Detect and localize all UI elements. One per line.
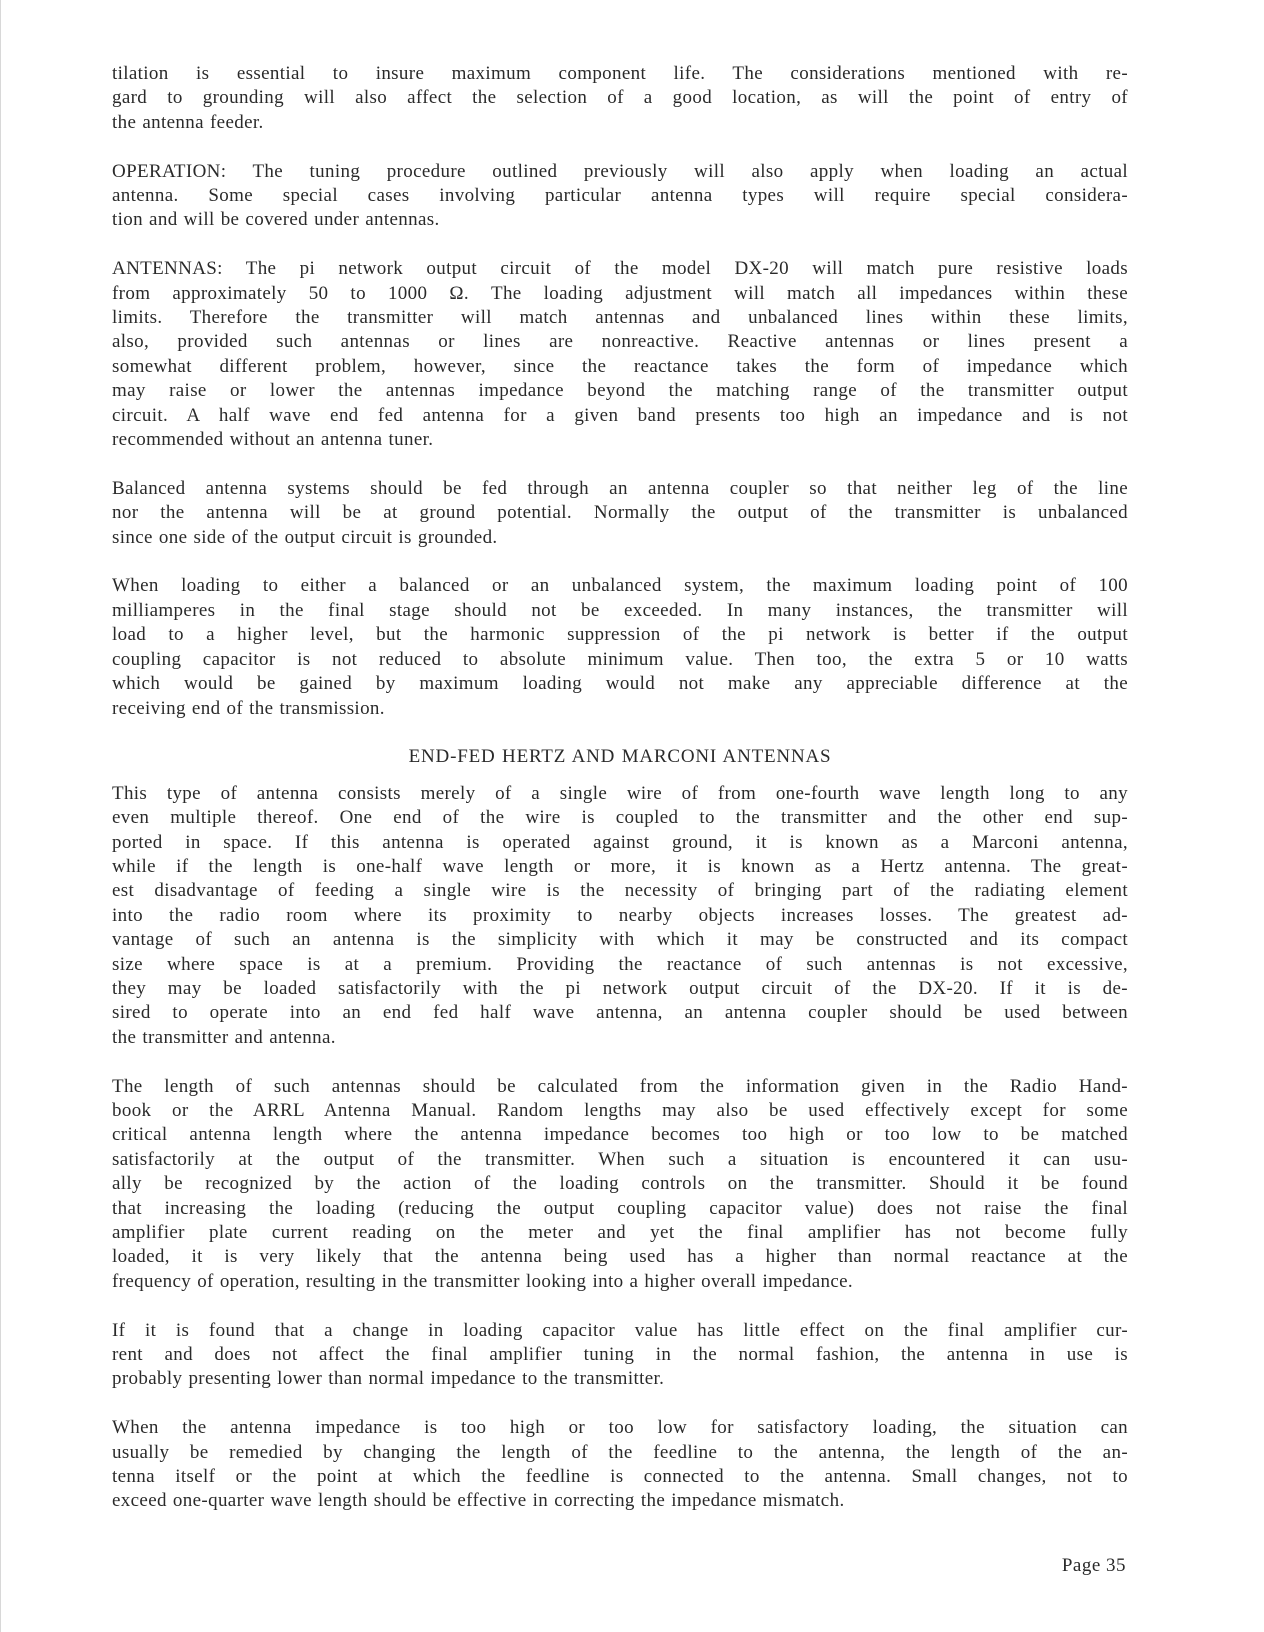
text-line: If it is found that a change in loading capacitor value has little effect on the final amplifier cur- xyxy=(112,1319,1128,1341)
paragraph xyxy=(112,477,1128,550)
text-line: that increasing the loading (reducing the output coupling capacitor value) does not raise the final xyxy=(112,1197,1128,1219)
text-line: the transmitter and antenna. xyxy=(112,1026,336,1048)
text-line: sired to operate into an end fed half wave antenna, an antenna coupler should be used between xyxy=(112,1002,1128,1024)
paragraph xyxy=(112,160,1128,233)
text-line: recommended without an antenna tuner. xyxy=(112,429,434,451)
text-line: into the radio room where its proximity to nearby objects increases losses. The greatest ad- xyxy=(112,904,1128,926)
paragraph xyxy=(112,1416,1128,1514)
text-line: Balanced antenna systems should be fed through an antenna coupler so that neither leg of the line xyxy=(112,477,1128,499)
text-line: coupling capacitor is not reduced to absolute minimum value. Then too, the extra 5 or 10 watts xyxy=(112,648,1128,670)
text-line: critical antenna length where the antenna impedance becomes too high or too low to be matched xyxy=(112,1124,1128,1146)
text-line: antenna. Some special cases involving particular antenna types will require special considera- xyxy=(112,185,1128,207)
text-line: ANTENNAS: The pi network output circuit of the model DX-20 will match pure resistive loads xyxy=(112,258,1128,280)
text-line: book or the ARRL Antenna Manual. Random lengths may also be used effectively except for some xyxy=(112,1099,1128,1121)
page-body xyxy=(112,62,1128,1538)
text-line: ally be recognized by the action of the loading controls on the transmitter. Should it be found xyxy=(112,1173,1128,1195)
paragraph xyxy=(112,782,1128,1050)
text-line: rent and does not affect the final amplifier tuning in the normal fashion, the antenna in use is xyxy=(112,1344,1128,1366)
text-line: may raise or lower the antennas impedance beyond the matching range of the transmitter output xyxy=(112,380,1128,402)
page-number: Page 35 xyxy=(1061,1555,1126,1576)
text-line: also, provided such antennas or lines are nonreactive. Reactive antennas or lines present a xyxy=(112,331,1128,353)
text-line: frequency of operation, resulting in the transmitter looking into a higher overall impedance. xyxy=(112,1270,853,1292)
text-line: from approximately 50 to 1000 Ω. The loading adjustment will match all impedances within these xyxy=(112,282,1128,304)
text-line: vantage of such an antenna is the simplicity with which it may be constructed and its compact xyxy=(112,929,1128,951)
intro-section xyxy=(112,62,1128,721)
text-line: limits. Therefore the transmitter will match antennas and unbalanced lines within these limits, xyxy=(112,307,1128,329)
text-line: the antenna feeder. xyxy=(112,111,264,133)
text-line: receiving end of the transmission. xyxy=(112,697,385,719)
text-line: When the antenna impedance is too high or too low for satisfactory loading, the situation can xyxy=(112,1417,1128,1439)
text-line: When loading to either a balanced or an unbalanced system, the maximum loading point of 100 xyxy=(112,575,1128,597)
text-line: tilation is essential to insure maximum component life. The considerations mentioned with re- xyxy=(112,63,1128,84)
section-heading: END-FED HERTZ AND MARCONI ANTENNAS xyxy=(408,746,832,768)
text-line: since one side of the output circuit is grounded. xyxy=(112,526,498,548)
text-line: amplifier plate current reading on the meter and yet the final amplifier has not become fully xyxy=(112,1222,1128,1243)
text-line: The length of such antennas should be calculated from the information given in the Radio Hand- xyxy=(112,1075,1128,1097)
text-line: while if the length is one-half wave length or more, it is known as a Hertz antenna. The great- xyxy=(112,855,1128,877)
text-line: they may be loaded satisfactorily with the pi network output circuit of the DX-20. If it is de- xyxy=(112,977,1128,999)
text-line: load to a higher level, but the harmonic suppression of the pi network is better if the output xyxy=(112,624,1128,646)
text-line: which would be gained by maximum loading would not make any appreciable difference at the xyxy=(112,673,1128,695)
paragraph xyxy=(112,1319,1128,1392)
text-line: loaded, it is very likely that the antenna being used has a higher than normal reactance at the xyxy=(112,1246,1128,1268)
text-line: ported in space. If this antenna is operated against ground, it is known as a Marconi antenna, xyxy=(112,831,1128,853)
paragraph xyxy=(112,1075,1128,1295)
paragraph xyxy=(112,574,1128,720)
end-fed-section xyxy=(112,782,1128,1514)
text-line: usually be remedied by changing the length of the feedline to the antenna, the length of the an- xyxy=(112,1441,1128,1463)
text-line: nor the antenna will be at ground potential. Normally the output of the transmitter is unbalanced xyxy=(112,502,1128,524)
text-line: satisfactorily at the output of the transmitter. When such a situation is encountered it can usu- xyxy=(112,1148,1128,1170)
text-line: tenna itself or the point at which the feedline is connected to the antenna. Small changes, not to xyxy=(112,1466,1128,1488)
paragraph xyxy=(112,62,1128,135)
text-line: gard to grounding will also affect the selection of a good location, as will the point of entry of xyxy=(112,87,1128,109)
text-line: This type of antenna consists merely of a single wire of from one-fourth wave length long to any xyxy=(112,782,1128,804)
text-line: even multiple thereof. One end of the wire is coupled to the transmitter and the other end sup- xyxy=(112,807,1128,829)
text-line: OPERATION: The tuning procedure outlined previously will also apply when loading an actual xyxy=(112,160,1128,182)
text-line: exceed one-quarter wave length should be effective in correcting the impedance mismatch. xyxy=(112,1490,845,1512)
text-line: est disadvantage of feeding a single wire is the necessity of bringing part of the radiating element xyxy=(112,880,1128,902)
text-line: tion and will be covered under antennas. xyxy=(112,209,440,231)
text-line: somewhat different problem, however, since the reactance takes the form of impedance which xyxy=(112,355,1128,377)
text-line: milliamperes in the final stage should not be exceeded. In many instances, the transmitter will xyxy=(112,599,1128,621)
text-line: size where space is at a premium. Providing the reactance of such antennas is not excessive, xyxy=(112,953,1128,975)
text-line: probably presenting lower than normal impedance to the transmitter. xyxy=(112,1368,665,1390)
paragraph xyxy=(112,257,1128,452)
text-line: circuit. A half wave end fed antenna for a given band presents too high an impedance and is not xyxy=(112,404,1128,426)
